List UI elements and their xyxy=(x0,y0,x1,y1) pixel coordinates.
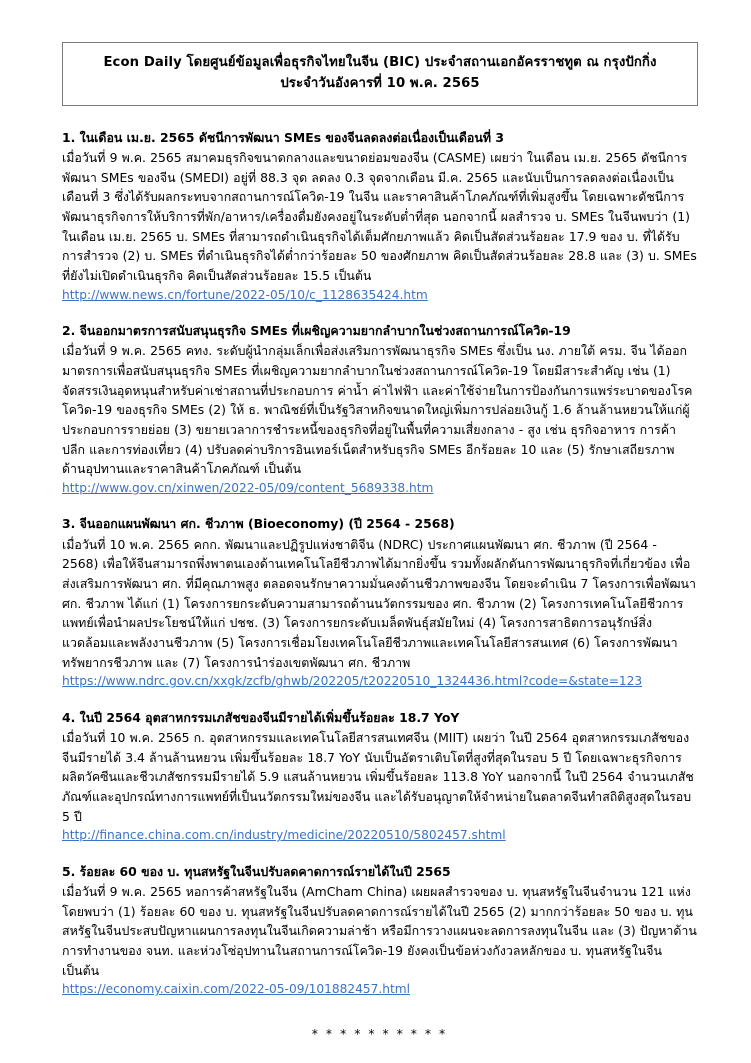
footer-separator: * * * * * * * * * * xyxy=(311,1025,448,1041)
section-1-source-link[interactable]: http://www.news.cn/fortune/2022-05/10/c_1128635424.htm xyxy=(62,287,428,302)
news-section-4 xyxy=(62,708,697,846)
section-5-source-link[interactable]: https://economy.caixin.com/2022-05-09/101882457.html xyxy=(62,982,410,997)
section-1-body: เมื่อวันที่ 9 พ.ค. 2565 สมาคมธุรกิจขนาดกลางและขนาดย่อมของจีน (CASME) เผยว่า ในเดือน เม.ย. 2565 ดัชนีการพัฒนา SMEs ของจีน (SMEDI) อยู่ที่ 88.3 จุด ลดลง 0.3 จุดจากเดือน มี.ค. 2565 และนับเป็นการลดลงต่อเนื่องเป็นเดือนที่ 3 ซึ่งได้รับผลกระทบจากสถานการณ์โควิด-19 ในจีน และราคาสินค้าโภคภัณฑ์ที่เพิ่มสูงขึ้น โดยเฉพาะดัชนีการพัฒนาธุรกิจการให้บริการที่พัก/อาหาร/เครื่องดื่มยังคงอยู่ในระดับต่ำที่สุด นอกจากนี้ ผลสำรวจ บ. SMEs ในจีนพบว่า (1) ในเดือน เม.ย. 2565 บ. SMEs ที่สามารถดำเนินธุรกิจได้เต็มศักยภาพแล้ว คิดเป็นสัดส่วนร้อยละ 17.9 ของ บ. ที่ได้รับการสำรวจ (2) บ. SMEs ที่ดำเนินธุรกิจได้ต่ำกว่าร้อยละ 50 ของศักยภาพ คิดเป็นสัดส่วนร้อยละ 28.8 และ (3) บ. SMEs ที่ยังไม่เปิดดำเนินธุรกิจ คิดเป็นสัดส่วนร้อยละ 15.5 เป็นต้น xyxy=(62,149,697,283)
header-title-line-2: ประจำวันอังคารที่ 10 พ.ค. 2565 xyxy=(280,76,480,92)
section-5-body: เมื่อวันที่ 9 พ.ค. 2565 หอการค้าสหรัฐในจีน (AmCham China) เผยผลสำรวจของ บ. ทุนสหรัฐในจีนจำนวน 121 แห่ง โดยพบว่า (1) ร้อยละ 60 ของ บ. ทุนสหรัฐในจีนปรับลดคาดการณ์รายได้ในปี 2565 (2) มากกว่าร้อยละ 50 ของ บ. ทุนสหรัฐในจีนประสบปัญหาแผนการลงทุนในจีนเกิดความล่าช้า หรือมีการวางแผนจะลดการลงทุนในจีน และ (3) ปัญหาด้านการทำงานของ จนท. และห่วงโซ่อุปทานในสถานการณ์โควิด-19 ยังคงเป็นข้อห่วงกังวลหลักของ บ. ทุนสหรัฐในจีน เป็นต้น xyxy=(62,883,697,978)
news-section-1 xyxy=(62,128,697,305)
section-3-body: เมื่อวันที่ 10 พ.ค. 2565 คกก. พัฒนาและปฏิรูปแห่งชาติจีน (NDRC) ประกาศแผนพัฒนา ศก. ชีวภาพ (ปี 2564 - 2568) เพื่อให้จีนสามารถพึ่งพาตนเองด้านเทคโนโลยีชีวภาพได้มากยิ่งขึ้น รวมทั้งผลักดันการพัฒนาธุรกิจที่เกี่ยวข้อง เพื่อส่งเสริมการพัฒนา ศก. ที่มีคุณภาพสูง ตลอดจนรักษาความมั่นคงด้านชีวภาพของจีน โดยจะดำเนิน 7 โครงการเพื่อพัฒนา ศก. ชีวภาพ ได้แก่ (1) โครงการยกระดับความสามารถด้านนวัตกรรมของ ศก. ชีวภาพ (2) โครงการเทคโนโลยีชีวการแพทย์เพื่อนำผลประโยชน์ให้แก่ ปชช. (3) โครงการยกระดับเมล็ดพันธุ์สมัยใหม่ (4) โครงการสาธิตการอนุรักษ์สิ่งแวดล้อมและพลังงานชีวภาพ (5) โครงการเชื่อมโยงเทคโนโลยีชีวภาพและเทคโนโลยีสารสนเทศ (6) โครงการพัฒนาทรัพยากรชีวภาพ และ (7) โครงการนำร่องเขตพัฒนา ศก. ชีวภาพ xyxy=(62,536,696,670)
section-4-body: เมื่อวันที่ 10 พ.ค. 2565 ก. อุตสาหกรรมและเทคโนโลยีสารสนเทศจีน (MIIT) เผยว่า ในปี 2564 อุตสาหกรรมเภสัชของจีนมีรายได้ 3.4 ล้านล้านหยวน เพิ่มขึ้นร้อยละ 18.7 YoY นับเป็นอัตราเติบโตที่สูงที่สุดในรอบ 5 ปี โดยเฉพาะธุรกิจการผลิตวัคซีนและชีวเภสัชกรรมมีรายได้ 5.9 แสนล้านหยวน เพิ่มขึ้นร้อยละ 113.8 YoY นอกจากนี้ ในปี 2564 จำนวนเภสัชภัณฑ์และอุปกรณ์ทางการแพทย์ที่เป็นนวัตกรรมใหม่ของจีน และได้รับอนุญาตให้จำหน่ายในตลาดจีนทำสถิติสูงสุดในรอบ 5 ปี xyxy=(62,729,694,824)
section-4-source-link[interactable]: http://finance.china.com.cn/industry/medicine/20220510/5802457.shtml xyxy=(62,828,506,843)
section-4-title: 4. ในปี 2564 อุตสาหกรรมเภสัชของจีนมีรายได้เพิ่มขึ้นร้อยละ 18.7 YoY xyxy=(62,709,460,725)
section-2-source-link[interactable]: http://www.gov.cn/xinwen/2022-05/09/content_5689338.htm xyxy=(62,480,434,495)
section-5-title: 5. ร้อยละ 60 ของ บ. ทุนสหรัฐในจีนปรับลดคาดการณ์รายได้ในปี 2565 xyxy=(62,863,451,879)
section-3-title: 3. จีนออกแผนพัฒนา ศก. ชีวภาพ (Bioeconomy) (ปี 2564 - 2568) xyxy=(62,516,455,532)
news-section-2 xyxy=(62,321,697,498)
section-1-title: 1. ในเดือน เม.ย. 2565 ดัชนีการพัฒนา SMEs ของจีนลดลงต่อเนื่องเป็นเดือนที่ 3 xyxy=(62,129,504,145)
section-3-source-link[interactable]: https://www.ndrc.gov.cn/xxgk/zcfb/ghwb/202205/t20220510_1324436.html?code=&state=123 xyxy=(62,674,643,689)
section-2-title: 2. จีนออกมาตรการสนับสนุนธุรกิจ SMEs ที่เผชิญความยากลำบากในช่วงสถานการณ์โควิด-19 xyxy=(62,323,571,339)
news-section-3 xyxy=(62,514,697,691)
document-header-box xyxy=(62,42,698,106)
news-section-5 xyxy=(62,862,697,1000)
section-2-body: เมื่อวันที่ 9 พ.ค. 2565 คทง. ระดับผู้นำกลุ่มเล็กเพื่อส่งเสริมการพัฒนาธุรกิจ SMEs ซึ่งเป็น นง. ภายใต้ ครม. จีน ได้ออกมาตรการเพื่อสนับสนุนธุรกิจ SMEs ที่เผชิญความยากลำบากในช่วงสถานการณ์โควิด-19 โดยมีสาระสำคัญ เช่น (1) จัดสรรเงินอุดหนุนสำหรับค่าเช่าสถานที่ประกอบการ ค่าน้ำ ค่าไฟฟ้า และค่าใช้จ่ายในการป้องกันการแพร่ระบาดของโรคโควิด-19 ของธุรกิจ SMEs (2) ให้ ธ. พาณิชย์ที่เป็นรัฐวิสาหกิจขนาดใหญ่เพิ่มการปล่อยเงินกู้ 1.6 ล้านล้านหยวนให้แก่ผู้ประกอบการรายย่อย (3) ขยายเวลาการชำระหนี้ของธุรกิจที่อยู่ในพื้นที่ความเสี่ยงกลาง - สูง เช่น ธุรกิจอาหาร การค้าปลีก และการท่องเที่ยว (4) ปรับลดค่าบริการอินเทอร์เน็ตสำหรับธุรกิจ SMEs อีกร้อยละ 10 และ (5) รักษาเสถียรภาพด้านอุปทานและราคาสินค้าโภคภัณฑ์ เป็นต้น xyxy=(62,343,693,477)
header-title-line-1: Econ Daily โดยศูนย์ข้อมูลเพื่อธุรกิจไทยในจีน (BIC) ประจำสถานเอกอัครราชทูต ณ กรุงปักกิ่ง xyxy=(103,55,657,70)
